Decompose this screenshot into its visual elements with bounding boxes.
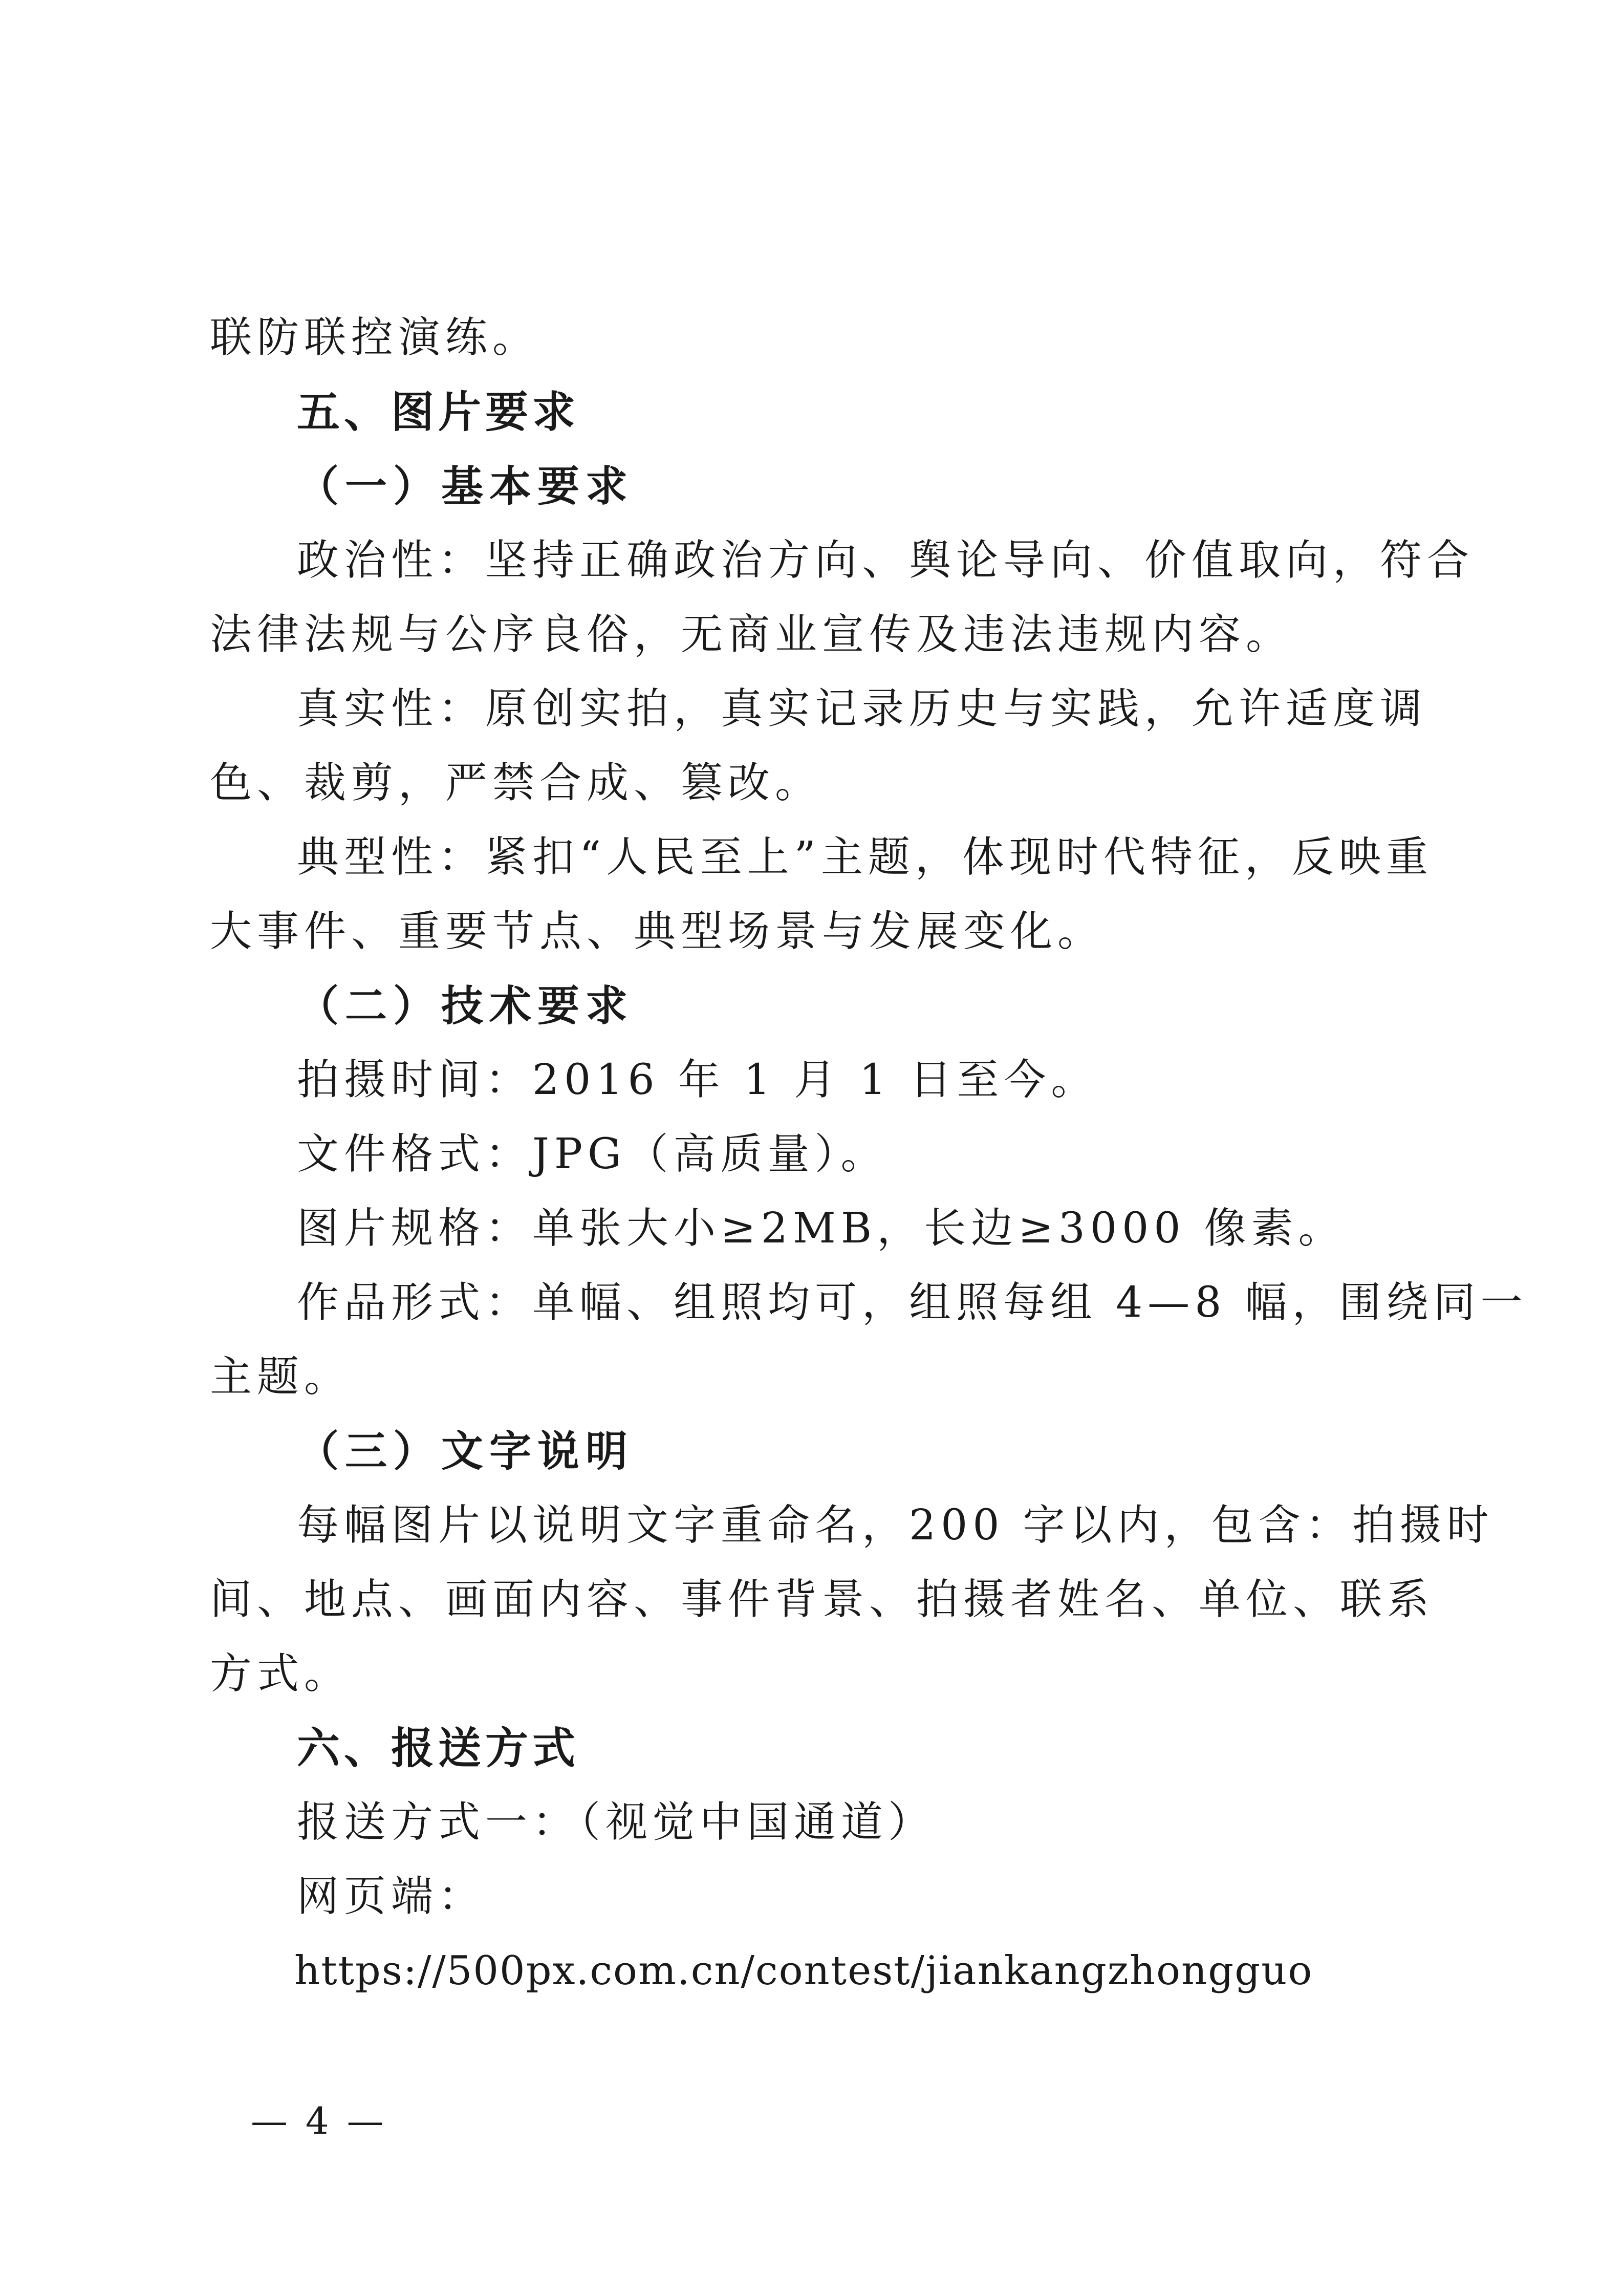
subsection-heading-text-description: （三）文字说明 [297, 1427, 634, 1476]
paragraph-line: 文件格式：JPG（高质量）。 [297, 1130, 888, 1178]
paragraph-line: 图片规格：单张大小≥2MB，长边≥3000 像素。 [297, 1204, 1346, 1253]
subsection-heading-technical-requirements: （二）技术要求 [297, 981, 634, 1031]
subsection-heading-basic-requirements: （一）基本要求 [297, 462, 634, 511]
section-heading-6: 六、报送方式 [297, 1723, 580, 1773]
paragraph-line: 政治性：坚持正确政治方向、舆论导向、价值取向，符合 [297, 536, 1475, 585]
page-number: — 4 — [251, 2099, 387, 2142]
section-heading-5: 五、图片要求 [297, 387, 580, 437]
paragraph-line: 联防联控演练。 [210, 313, 540, 362]
paragraph-line: 典型性：紧扣“人民至上”主题，体现时代特征，反映重 [297, 833, 1433, 882]
paragraph-line: 方式。 [210, 1649, 352, 1698]
paragraph-line: 法律法规与公序良俗，无商业宣传及违法违规内容。 [210, 610, 1293, 659]
paragraph-line: 大事件、重要节点、典型场景与发展变化。 [210, 907, 1105, 956]
paragraph-line: 真实性：原创实拍，真实记录历史与实践，允许适度调 [297, 684, 1427, 733]
paragraph-line: 间、地点、画面内容、事件背景、拍摄者姓名、单位、联系 [210, 1575, 1435, 1624]
submission-url-link[interactable]: https://500px.com.cn/contest/jiankangzhongguo [294, 1948, 1313, 1994]
paragraph-line: 主题。 [210, 1353, 352, 1401]
paragraph-line: 拍摄时间：2016 年 1 月 1 日至今。 [297, 1056, 1098, 1104]
paragraph-line: 报送方式一：（视觉中国通道） [297, 1798, 936, 1847]
paragraph-line: 色、裁剪，严禁合成、篡改。 [210, 759, 822, 807]
paragraph-line: 每幅图片以说明文字重命名，200 字以内，包含：拍摄时 [297, 1501, 1494, 1550]
paragraph-line: 作品形式：单幅、组照均可，组照每组 4—8 幅，围绕同一 [297, 1278, 1528, 1327]
paragraph-line: 网页端： [297, 1872, 486, 1921]
